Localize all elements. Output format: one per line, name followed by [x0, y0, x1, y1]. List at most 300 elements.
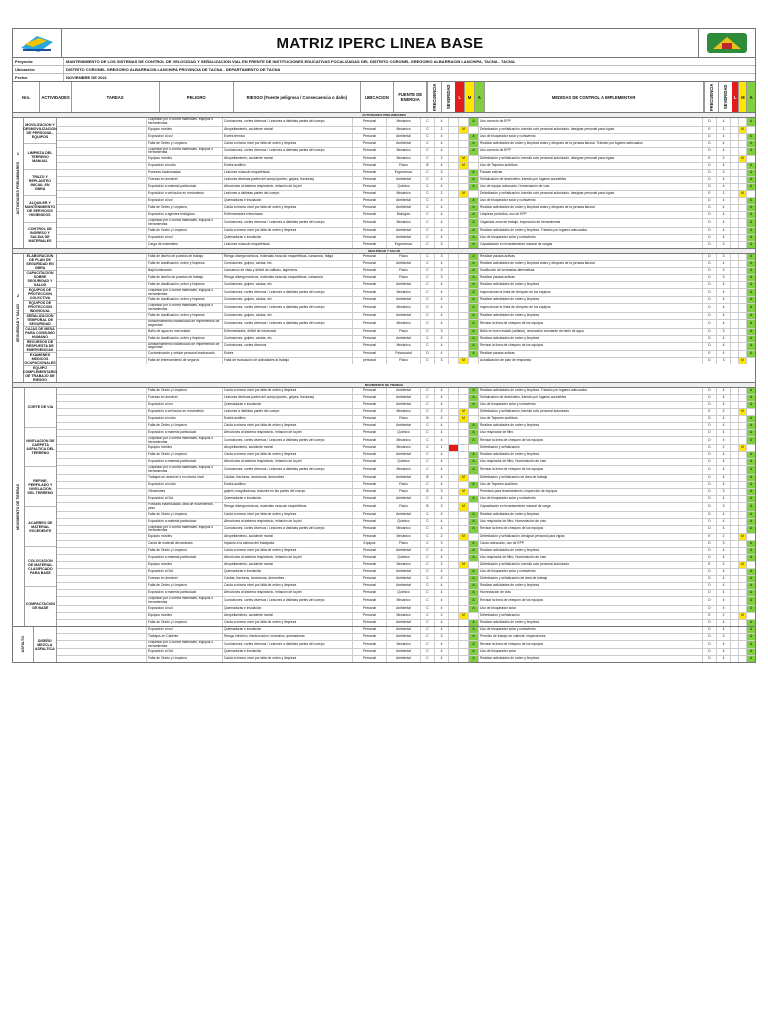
cell-ubicacion: Personal — [353, 329, 387, 335]
cell-tarea — [57, 228, 147, 234]
table-row — [57, 519, 755, 526]
cell-severidad: 4 — [435, 620, 449, 626]
cell-frecuencia: C — [421, 205, 435, 211]
cell-tarea — [57, 541, 147, 547]
table-row — [57, 402, 755, 409]
cell-tarea — [57, 489, 147, 495]
cell-l-2 — [731, 496, 739, 502]
cell-ubicacion: Personal — [353, 261, 387, 267]
cell-frecuencia-2: D — [703, 452, 717, 458]
cell-medidas: Delimitación y señalización, tránsito solo personal autorizado — [479, 409, 703, 415]
cell-a: A — [469, 219, 479, 227]
cell-l — [449, 423, 459, 429]
cell-l-2 — [731, 336, 739, 342]
table-row — [57, 313, 755, 320]
cell-severidad-2: 4 — [717, 177, 731, 183]
cell-riesgo: Lesiones a distintas partes del cuerpo — [223, 409, 353, 415]
cell-riesgo: Afecciones al sistema respiratorio, irritación de la piel — [223, 590, 353, 596]
cell-a: A — [469, 606, 479, 612]
cell-severidad: 4 — [435, 526, 449, 534]
cell-fuente: Químico — [387, 590, 421, 596]
cell-fuente: Ambiental — [387, 388, 421, 394]
cell-severidad-2: 4 — [717, 416, 731, 422]
section-banner: MOVIMIENTO DE TIERRAS — [12, 383, 756, 388]
cell-fuente: Mecánico — [387, 148, 421, 156]
cell-medidas: Delimitación y señalización de área de trabajo — [479, 475, 703, 481]
cell-medidas: Realizar actividades de orden y limpieza — [479, 583, 703, 589]
table-row — [57, 634, 755, 641]
cell-a — [469, 358, 479, 364]
cell-m — [459, 228, 469, 234]
cell-a-2: A — [747, 430, 755, 436]
cell-fuente: Ergonómico — [387, 242, 421, 248]
cell-tarea — [57, 569, 147, 575]
cell-frecuencia: C — [421, 198, 435, 204]
cell-severidad: 4 — [435, 320, 449, 328]
cell-severidad: 4 — [435, 313, 449, 319]
cell-m — [459, 170, 469, 176]
cell-l-2 — [731, 235, 739, 241]
cell-severidad-2: 4 — [717, 641, 731, 649]
cell-a-2: A — [747, 649, 755, 655]
cell-tarea — [57, 402, 147, 408]
cell-l-2 — [731, 205, 739, 211]
cell-l — [449, 205, 459, 211]
cell-frecuencia-2: D — [703, 437, 717, 445]
rows-column — [57, 118, 755, 248]
cell-m-2 — [739, 459, 747, 465]
cell-severidad-2: 2 — [717, 562, 731, 568]
cell-m-2 — [739, 141, 747, 147]
cell-l — [449, 118, 459, 126]
cell-medidas: Sustitución de luminarias alternativas — [479, 268, 703, 274]
cell-m-2: M — [739, 358, 747, 364]
cell-fuente: Físico — [387, 268, 421, 274]
cell-severidad: 2 — [435, 409, 449, 415]
cell-fuente: Mecánico — [387, 641, 421, 649]
cell-frecuencia-2: D — [703, 634, 717, 640]
cell-severidad-2: 4 — [717, 569, 731, 575]
cell-medidas: Uso de equipo adecuado, Humectación de vías — [479, 184, 703, 190]
cell-a-2: A — [747, 590, 755, 596]
cell-tarea — [57, 163, 147, 169]
table-row — [57, 512, 755, 519]
table-row — [57, 583, 755, 590]
cell-severidad: 3 — [435, 541, 449, 547]
cell-frecuencia-2: E — [703, 613, 717, 619]
cell-ubicacion: Personal — [353, 343, 387, 351]
table-row — [57, 205, 755, 212]
cell-medidas: Delimitación y señalización — [479, 445, 703, 451]
col-l-2: L — [732, 82, 740, 112]
etapa-cell — [13, 254, 24, 382]
cell-frecuencia-2: D — [703, 304, 717, 312]
cell-riesgo: Lesiones diversas partes del cuerpo(cortes, golpes, fracturas) — [223, 177, 353, 183]
cell-frecuencia: C — [421, 388, 435, 394]
table-row — [57, 627, 755, 634]
cell-a: A — [469, 634, 479, 640]
cell-a-2: A — [747, 395, 755, 401]
cell-severidad-2: 4 — [717, 336, 731, 342]
cell-severidad-2: 3 — [717, 634, 731, 640]
cell-frecuencia-2: D — [703, 343, 717, 351]
cell-m — [459, 555, 469, 561]
cell-m — [459, 242, 469, 248]
cell-a: A — [469, 289, 479, 297]
cell-ubicacion: Personal — [353, 148, 387, 156]
cell-riesgo: Caída a mismo nivel por falta de orden y limpieza — [223, 205, 353, 211]
cell-frecuencia-2: D — [703, 170, 717, 176]
cell-severidad: 2 — [435, 191, 449, 197]
cell-peligro: Vibraciones — [147, 489, 223, 495]
cell-l-2 — [731, 118, 739, 126]
table-row — [57, 395, 755, 402]
cell-frecuencia-2: D — [703, 620, 717, 626]
cell-frecuencia: C — [421, 496, 435, 502]
cell-peligro: Falta de entrenamiento de seguros — [147, 358, 223, 364]
cell-peligro: Golpeado por o contra materiales, equipos o herramientas — [147, 437, 223, 445]
rows-column — [57, 627, 755, 663]
cell-tarea — [57, 212, 147, 218]
cell-tarea — [57, 423, 147, 429]
cell-frecuencia-2: D — [703, 503, 717, 511]
cell-severidad-2: 4 — [717, 343, 731, 351]
cell-severidad-2: 4 — [717, 198, 731, 204]
cell-ubicacion: Personal — [353, 304, 387, 312]
cell-riesgo: Caída a mismo nivel por falta de orden y limpieza — [223, 656, 353, 662]
cell-l — [449, 489, 459, 495]
cell-l — [449, 496, 459, 502]
meta-value: DISTRITO CORONEL GREGORIO ALBARRACIN LANCHIPA PROVINCIA DE TACNA - DEPARTAMENTO DE TACNA — [66, 67, 281, 72]
cell-a: A — [469, 466, 479, 474]
cell-m — [459, 118, 469, 126]
cell-severidad: 3 — [435, 503, 449, 511]
cell-ubicacion: Personal — [353, 275, 387, 281]
cell-fuente: Ambiental — [387, 606, 421, 612]
cell-fuente: Mecánico — [387, 127, 421, 133]
cell-l — [449, 235, 459, 241]
cell-m — [459, 134, 469, 140]
table-row — [57, 336, 755, 343]
cell-tarea — [57, 343, 147, 351]
cell-l — [449, 343, 459, 351]
meta-key: Fecha: — [13, 74, 64, 81]
cell-peligro: Falta de Orden y Limpieza — [147, 141, 223, 147]
cell-m-2 — [739, 466, 747, 474]
matrix-section — [12, 627, 756, 664]
cell-tarea — [57, 282, 147, 288]
table-row — [57, 235, 755, 242]
cell-riesgo: Contusiones, golpes, caídas, etc. — [223, 282, 353, 288]
cell-riesgo: Caída a mismo nivel por falta de orden y limpieza — [223, 548, 353, 554]
cell-ubicacion: Personal — [353, 503, 387, 511]
cell-severidad: 4 — [435, 590, 449, 596]
cell-l — [449, 297, 459, 303]
cell-riesgo: Quemaduras e insolación — [223, 627, 353, 633]
cell-severidad-2: 4 — [717, 649, 731, 655]
cell-m — [459, 395, 469, 401]
cell-tarea — [57, 620, 147, 626]
cell-m: M — [459, 163, 469, 169]
cell-tarea — [57, 597, 147, 605]
table-row — [57, 641, 755, 650]
cell-severidad-2: 4 — [717, 526, 731, 534]
cell-fuente: Físico — [387, 482, 421, 488]
cell-m: M — [459, 416, 469, 422]
cell-tarea — [57, 297, 147, 303]
cell-a-2: A — [747, 304, 755, 312]
table-row — [57, 212, 755, 219]
cell-peligro: Exposición a material particulado — [147, 430, 223, 436]
cell-l — [449, 184, 459, 190]
cell-l-2 — [731, 503, 739, 511]
cell-m — [459, 482, 469, 488]
cell-l-2 — [731, 163, 739, 169]
cell-l — [449, 475, 459, 481]
cell-m — [459, 452, 469, 458]
cell-frecuencia: C — [421, 562, 435, 568]
cell-medidas: Señalización de desniveles, tránsito por lugares accesibles — [479, 177, 703, 183]
cell-a-2: A — [747, 198, 755, 204]
cell-riesgo: Contusiones, golpes, caídas, etc. — [223, 297, 353, 303]
cell-a — [469, 562, 479, 568]
cell-ubicacion: Equipos — [353, 541, 387, 547]
cell-l — [449, 590, 459, 596]
col-severidad: SEVERIDAD — [441, 82, 455, 112]
cell-severidad: 4 — [435, 466, 449, 474]
table-row — [57, 597, 755, 606]
cell-riesgo: Afecciones al sistema respiratorio, irritación de la piel — [223, 184, 353, 190]
cell-tarea — [57, 170, 147, 176]
cell-fuente: Mecánico — [387, 445, 421, 451]
activity-cell: TRAZO Y REPLANTEO INICIAL EN OBRA — [24, 170, 56, 196]
cell-medidas: Uso respirador de filtro, Humectación de vías — [479, 459, 703, 465]
cell-tarea — [57, 289, 147, 297]
cell-a-2: A — [747, 235, 755, 241]
cell-severidad-2: 2 — [717, 613, 731, 619]
cell-tarea — [57, 395, 147, 401]
cell-a: A — [469, 148, 479, 156]
etapa-name: MOVIMIENTO DE TIERRAS — [16, 483, 21, 530]
cell-l — [449, 416, 459, 422]
cell-a-2: A — [747, 148, 755, 156]
cell-severidad-2: 4 — [717, 184, 731, 190]
cell-m — [459, 437, 469, 445]
cell-peligro: Golpeado por o contra materiales, equipos o herramientas — [147, 148, 223, 156]
cell-l — [449, 466, 459, 474]
cell-m-2 — [739, 343, 747, 351]
cell-riesgo: Quemaduras e insolación — [223, 606, 353, 612]
cell-m: M — [459, 562, 469, 568]
col-riesgo: RIESGO (Fuente peligrosa / Consecuencia o daño) — [234, 82, 361, 112]
cell-riesgo: Afecciones al sistema respiratorio, irritación de la piel — [223, 555, 353, 561]
cell-frecuencia: C — [421, 459, 435, 465]
cell-frecuencia: C — [421, 177, 435, 183]
cell-riesgo: Lesiones a distintas partes del cuerpo — [223, 191, 353, 197]
cell-severidad-2: 4 — [717, 512, 731, 518]
cell-severidad: 4 — [435, 569, 449, 575]
cell-ubicacion: Personal — [353, 351, 387, 357]
table-row — [57, 177, 755, 184]
cell-tarea — [57, 329, 147, 335]
cell-ubicacion: Personal — [353, 336, 387, 342]
cell-peligro: Exposición al sol — [147, 606, 223, 612]
cell-peligro: Golpeado por o contra materiales, equipos o herramientas — [147, 526, 223, 534]
cell-severidad: 4 — [435, 627, 449, 633]
cell-severidad: 4 — [435, 228, 449, 234]
table-row — [57, 343, 755, 352]
cell-frecuencia: C — [421, 118, 435, 126]
cell-peligro: Equipos móviles — [147, 127, 223, 133]
cell-tarea — [57, 475, 147, 481]
cell-a: A — [469, 282, 479, 288]
cell-riesgo: Caída a mismo nivel por falta de orden y limpieza — [223, 620, 353, 626]
cell-tarea — [57, 627, 147, 633]
table-row — [57, 452, 755, 459]
cell-m — [459, 634, 469, 640]
cell-a-2: A — [747, 254, 755, 260]
col-severidad-2: SEVERIDAD — [718, 82, 732, 112]
cell-riesgo: Contusiones, cortes diversos / Lesiones a distintas partes del cuerpo — [223, 641, 353, 649]
col-medidas: MEDIDAS DE CONTROL A IMPLEMENTAR — [485, 82, 704, 112]
etapa-cell — [13, 627, 34, 663]
cell-frecuencia: C — [421, 228, 435, 234]
cell-ubicacion: Personal — [353, 620, 387, 626]
cell-frecuencia: C — [421, 134, 435, 140]
cell-a: A — [469, 627, 479, 633]
cell-m-2 — [739, 475, 747, 481]
cell-m-2 — [739, 416, 747, 422]
cell-l — [449, 656, 459, 662]
cell-l-2 — [731, 409, 739, 415]
cell-fuente: Físico — [387, 503, 421, 511]
cell-l-2 — [731, 242, 739, 248]
activity-cell: ACARREO DE MATERIAL EXCEDENTE — [25, 507, 56, 547]
cell-m-2 — [739, 177, 747, 183]
cell-frecuencia-2: D — [703, 482, 717, 488]
cell-riesgo: Caída a mismo nivel por falta de orden y limpieza — [223, 583, 353, 589]
cell-l-2 — [731, 329, 739, 335]
cell-frecuencia-2: D — [703, 388, 717, 394]
cell-fuente: Ambiental — [387, 576, 421, 582]
cell-riesgo: Quemaduras e insolación — [223, 649, 353, 655]
cell-l — [449, 555, 459, 561]
cell-severidad-2: 4 — [717, 163, 731, 169]
cell-riesgo: Enfermedades infecciosas — [223, 212, 353, 218]
cell-ubicacion: Personal — [353, 496, 387, 502]
table-row — [57, 430, 755, 437]
cell-m-2 — [739, 205, 747, 211]
cell-frecuencia-2: D — [703, 320, 717, 328]
cell-tarea — [57, 351, 147, 357]
cell-severidad-2: 3 — [717, 489, 731, 495]
cell-a: A — [469, 452, 479, 458]
cell-severidad: 2 — [435, 156, 449, 162]
table-row — [57, 242, 755, 248]
cell-a-2: A — [747, 606, 755, 612]
cell-m-2 — [739, 336, 747, 342]
cell-medidas: Delimitación y señalización, tránsito solo personal autorizado, designar personal para vigías — [479, 127, 703, 133]
table-row — [57, 156, 755, 163]
cell-riesgo: Estrés auditivo — [223, 163, 353, 169]
cell-riesgo: Riesgo eléctrico, electrocución, incendios, quemaduras — [223, 634, 353, 640]
cell-ubicacion: Personal — [353, 156, 387, 162]
cell-frecuencia-2: D — [703, 569, 717, 575]
rows-column — [57, 388, 755, 626]
cell-m — [459, 649, 469, 655]
cell-frecuencia-2: D — [703, 641, 717, 649]
cell-severidad: 4 — [435, 475, 449, 481]
cell-frecuencia: C — [421, 275, 435, 281]
cell-peligro: Golpeado por o contra materiales, equipos o herramientas — [147, 219, 223, 227]
cell-m-2: M — [739, 409, 747, 415]
cell-tarea — [57, 519, 147, 525]
cell-a — [469, 409, 479, 415]
cell-frecuencia-2: D — [703, 212, 717, 218]
table-row — [57, 134, 755, 141]
cell-tarea — [57, 242, 147, 248]
cell-severidad-2: 2 — [717, 127, 731, 133]
cell-frecuencia-2: E — [703, 534, 717, 540]
cell-l-2 — [731, 141, 739, 147]
cell-ubicacion: Personal — [353, 282, 387, 288]
cell-severidad: 3 — [435, 329, 449, 335]
cell-peligro: Exposición al sol — [147, 627, 223, 633]
cell-severidad-2: 3 — [717, 329, 731, 335]
cell-l-2 — [731, 343, 739, 351]
cell-frecuencia-2: D — [703, 118, 717, 126]
cell-m — [459, 430, 469, 436]
cell-l — [449, 228, 459, 234]
cell-fuente: Ambiental — [387, 496, 421, 502]
cell-medidas: Delimitación y señalización, tránsito solo personal autorizado, designar personal para vigías — [479, 156, 703, 162]
cell-medidas: Realizar pausas activas — [479, 254, 703, 260]
cell-frecuencia: C — [421, 423, 435, 429]
cell-l-2 — [731, 482, 739, 488]
cell-severidad-2: 3 — [717, 268, 731, 274]
cell-a-2: A — [747, 275, 755, 281]
table-row — [57, 409, 755, 416]
cell-peligro: Exposición al sol — [147, 235, 223, 241]
cell-medidas: Uso de bloqueador solar — [479, 606, 703, 612]
cell-frecuencia: C — [421, 409, 435, 415]
cell-l — [449, 526, 459, 534]
cell-l-2 — [731, 177, 739, 183]
cell-m-2 — [739, 268, 747, 274]
cell-l-2 — [731, 297, 739, 303]
cell-peligro: Falta de clasificación, orden y limpieza — [147, 297, 223, 303]
cell-l — [449, 649, 459, 655]
cell-medidas: Revisar la línea de chequeo de los equipos — [479, 641, 703, 649]
cell-fuente: Ambiental — [387, 177, 421, 183]
cell-severidad: 4 — [435, 212, 449, 218]
activity-cell: NIVELACION DE CARPETA ASFALTICA DEL TERRENO — [25, 428, 56, 468]
cell-frecuencia-2: E — [703, 351, 717, 357]
cell-l-2 — [731, 358, 739, 364]
cell-m — [459, 198, 469, 204]
cell-tarea — [57, 534, 147, 540]
cell-frecuencia-2: D — [703, 606, 717, 612]
cell-medidas: Delimitación y señalización, tránsito solo personal autorizado — [479, 562, 703, 568]
activity-cell: COMPACTACION DE BASE — [25, 602, 55, 611]
cell-a-2 — [747, 562, 755, 568]
cell-riesgo: Lesiones diversas partes del cuerpo(cortes, golpes, fracturas) — [223, 395, 353, 401]
activities-column — [24, 254, 57, 382]
cell-m — [459, 445, 469, 451]
table-row — [57, 118, 755, 127]
cell-severidad: 4 — [435, 198, 449, 204]
cell-m — [459, 512, 469, 518]
